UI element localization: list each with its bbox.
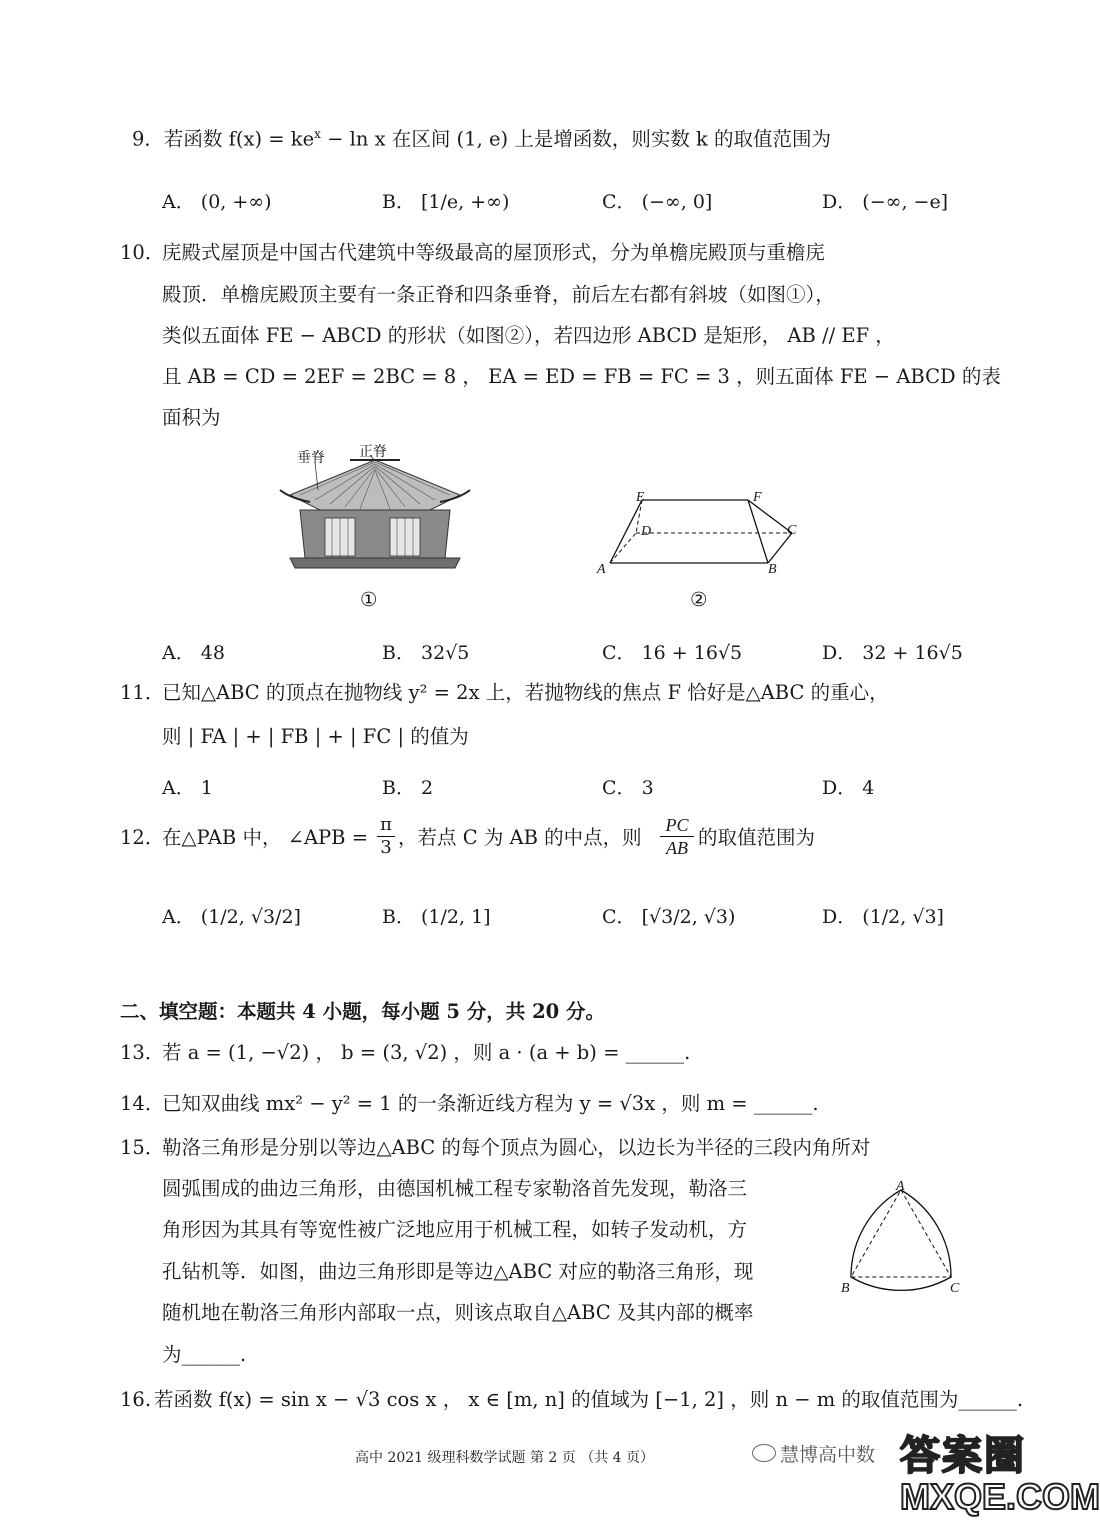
q11-number: 11． [120, 681, 165, 704]
option-letter: B． [382, 191, 415, 213]
q12-option-d [822, 902, 944, 929]
q11-line-2: 则 | FA | + | FB | + | FC | 的值为 [162, 725, 469, 748]
option-value: 32 + 16√5 [862, 642, 963, 664]
label-zhengji: 正脊 [359, 444, 387, 460]
q11-option-d [822, 773, 874, 800]
option-letter: A． [162, 777, 195, 799]
pentahedron-diagram [590, 485, 810, 580]
option-letter: C． [602, 906, 636, 928]
q9-text: 若函数 f(x) = ke [163, 127, 315, 151]
option-value: (1/2, 1] [421, 906, 491, 928]
watermark-site: MXQE.COM [900, 1476, 1100, 1517]
option-value: (1/2, √3] [862, 906, 944, 928]
q12-mid: ，若点 C 为 AB 的中点，则 [398, 826, 642, 849]
figure-2-caption: ② [690, 588, 708, 611]
q9-option-d [822, 187, 948, 214]
q12-angle-fraction [377, 814, 395, 859]
q13-text: 若 a = (1, −√2) ， b = (3, √2) ，则 a · (a + b) = ______. [162, 1041, 691, 1064]
option-letter: D． [822, 642, 857, 664]
option-value: [1/e, +∞) [421, 191, 510, 213]
option-value: 32√5 [421, 642, 470, 664]
q15-line-4: 孔钻机等．如图，曲边三角形即是等边△ABC 对应的勒洛三角形，现 [162, 1260, 754, 1283]
option-letter: C． [602, 191, 636, 213]
q11-option-c [602, 773, 654, 800]
q9-option-a [162, 187, 272, 214]
option-value: 16 + 16√5 [641, 642, 743, 664]
option-value: [√3/2, √3) [641, 906, 736, 928]
q15-line-5: 随机地在勒洛三角形内部取一点，则该点取自△ABC 及其内部的概率 [162, 1301, 754, 1324]
point-f-label: F [753, 490, 762, 505]
fraction-denominator: 3 [380, 837, 392, 858]
q15-line-3: 角形因为其具有等宽性被广泛地应用于机械工程，如转子发动机，方 [162, 1218, 748, 1241]
option-value: 1 [200, 777, 213, 799]
q10-line-1: 庑殿式屋顶是中国古代建筑中等级最高的屋顶形式，分为单檐庑殿顶与重檐庑 [162, 241, 826, 264]
q12-pre: 在△PAB 中， ∠APB = [162, 826, 369, 849]
option-value: 2 [421, 777, 434, 799]
option-letter: C． [602, 642, 636, 664]
fraction-denominator: AB [666, 838, 688, 858]
option-letter: A． [162, 906, 195, 928]
option-value: (−∞, 0] [641, 191, 713, 213]
reuleaux-a-label: A [896, 1179, 905, 1194]
option-letter: B． [382, 906, 415, 928]
option-letter: C． [602, 777, 636, 799]
option-letter: B． [382, 642, 415, 664]
q15-line-1: 勒洛三角形是分别以等边△ABC 的每个顶点为圆心，以边长为半径的三段内角所对 [162, 1136, 871, 1159]
watermark-brand: 答案圈 [900, 1434, 1026, 1478]
q9-number: 9． [132, 127, 164, 151]
reuleaux-b-label: B [841, 1281, 850, 1296]
option-letter: D． [822, 906, 857, 928]
point-a-label: A [597, 562, 606, 577]
option-letter: A． [162, 191, 195, 213]
q9-option-b [382, 187, 509, 214]
figure-1-caption: ① [360, 588, 378, 611]
q9-option-c [602, 187, 712, 214]
q10-option-d [822, 638, 963, 665]
q12-option-b [382, 902, 491, 929]
q10-option-c [602, 638, 742, 665]
q15-line-2: 圆弧围成的曲边三角形，由德国机械工程专家勒洛首先发现，勒洛三 [162, 1177, 748, 1200]
q12-ratio-fraction [660, 814, 694, 859]
wechat-icon [752, 1444, 776, 1462]
q14-text: 已知双曲线 mx² − y² = 1 的一条渐近线方程为 y = √3x ，则 m = ______. [162, 1092, 819, 1115]
q11-line-1: 已知△ABC 的顶点在抛物线 y² = 2x 上，若抛物线的焦点 F 恰好是△ABC 的重心， [162, 681, 889, 704]
q15-number: 15． [120, 1136, 165, 1159]
option-letter: D． [822, 777, 857, 799]
q9-text-2: − ln x 在区间 (1, e) 上是增函数，则实数 k 的取值范围为 [320, 127, 832, 151]
page-footer: 高中 2021 级理科数学试题 第 2 页 （共 4 页） [355, 1450, 655, 1466]
option-value: 48 [200, 642, 225, 664]
option-value: 4 [862, 777, 875, 799]
q9-sup: x [314, 127, 321, 141]
q10-line-3: 类似五面体 FE − ABCD 的形状（如图②），若四边形 ABCD 是矩形， AB // EF ， [162, 324, 895, 347]
fraction-numerator: π [377, 814, 395, 837]
q10-line-4: 且 AB = CD = 2EF = 2BC = 8 ， EA = ED = FB = FC = 3 ，则五面体 FE − ABCD 的表 [162, 365, 1001, 388]
q16-text: 若函数 f(x) = sin x − √3 cos x ， x ∈ [m, n] 的值域为 [−1, 2] ，则 n − m 的取值范围为______. [154, 1388, 1024, 1411]
q12-number: 12． [120, 826, 165, 849]
watermark [740, 1420, 1100, 1520]
option-letter: B． [382, 777, 415, 799]
point-c-label: C [787, 523, 797, 538]
option-value: (−∞, −e] [862, 191, 949, 213]
label-chuiji: 垂脊 [297, 450, 325, 466]
section-2-heading: 二、填空题：本题共 4 小题，每小题 5 分，共 20 分。 [120, 1000, 606, 1023]
point-e-label: E [636, 490, 645, 505]
q10-option-a [162, 638, 225, 665]
q12-option-a [162, 902, 301, 929]
point-b-label: B [768, 562, 777, 577]
q15-line-6: 为______. [162, 1343, 247, 1366]
fraction-numerator: PC [660, 814, 694, 837]
q10-line-2: 殿顶．单檐庑殿顶主要有一条正脊和四条垂脊，前后左右都有斜坡（如图①）， [162, 283, 835, 306]
option-letter: D． [822, 191, 857, 213]
watermark-wechat-text: 慧博高中数 [780, 1445, 876, 1466]
q13-number: 13． [120, 1041, 165, 1064]
q10-option-b [382, 638, 469, 665]
point-d-label: D [641, 524, 652, 539]
option-value: (1/2, √3/2] [200, 906, 301, 928]
q12-post: 的取值范围为 [698, 826, 816, 849]
q12-option-c [602, 902, 735, 929]
q9-stem [132, 128, 831, 149]
option-letter: A． [162, 642, 195, 664]
q10-number: 10． [120, 241, 165, 264]
q10-line-5: 面积为 [162, 406, 221, 429]
reuleaux-c-label: C [950, 1281, 960, 1296]
q16-number: 16. [120, 1388, 152, 1411]
q14-number: 14． [120, 1092, 165, 1115]
option-value: (0, +∞) [200, 191, 272, 213]
q11-option-a [162, 773, 213, 800]
reuleaux-triangle-diagram [838, 1180, 968, 1300]
option-value: 3 [641, 777, 654, 799]
q11-option-b [382, 773, 433, 800]
